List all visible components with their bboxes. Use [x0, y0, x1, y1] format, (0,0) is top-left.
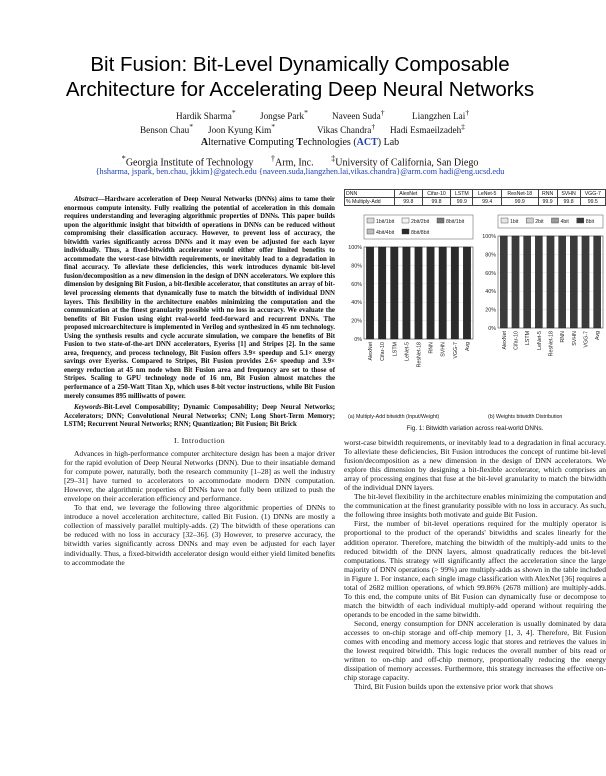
table-header: LSTM: [451, 190, 473, 198]
x-tick-label: AlexNet: [501, 331, 508, 350]
bar-segment: [524, 236, 531, 328]
subfigure-caption-a: (a) Multiply-Add bitwidth (Input/Weight): [348, 414, 440, 420]
bar-segment: [378, 247, 386, 339]
table-header: ResNet-18: [501, 190, 538, 198]
bar-segment: [512, 236, 519, 328]
table-cell: 99.8: [422, 198, 450, 206]
x-tick-label: AlexNet: [368, 342, 375, 361]
legend-label: 1bit: [510, 219, 519, 225]
table-header: VGG-7: [580, 190, 605, 198]
bar-segment: [427, 247, 435, 339]
x-tick-label: Cifar-10: [380, 342, 387, 361]
x-tick-label: SVHN: [440, 342, 447, 357]
legend-label: 4bit/4bit: [376, 230, 395, 236]
paper-title: [0, 52, 600, 102]
y-tick-label: 20%: [351, 318, 362, 325]
table-header: RNN: [538, 190, 557, 198]
paragraph: Third, Bit Fusion builds upon the extensive prior work that shows: [354, 682, 553, 692]
affiliations: *Georgia Institute of Technology †Arm, Inc. ‡University of California, San Diego: [121, 154, 479, 169]
author: Vikas Chandra†: [317, 122, 376, 136]
table-header: LeNet-5: [473, 190, 501, 198]
table-cell: 99.8: [394, 198, 422, 206]
bar-segment: [391, 247, 399, 339]
bitwidth-chart-b: [478, 213, 606, 413]
y-tick-label: 40%: [351, 300, 362, 307]
paragraph: First, the number of bit-level operations required for the multiply operator is proportional to the product of the operands' bitwidths and scales linearly for the addition operator. Therefore, matching the bitwidth of the multiply-add units to the reduced bitwidth of the DNN layers, almost quadratically reduces the bit-level computations. This strategy will significantly affect the acceleration since the large majority of DNN operations (> 99%) are multiply-adds as shown in the table included in Figure 1. For instance, each single image classification with AlexNet [36] requires a total of 2682 million operations, of which 99.86% (2678 million) are multiply-adds. To this end, the compute units of Bit Fusion can dynamically fuse or decompose to match the bitwidth of each individual multiply-add operand without requiring the operands to be encoded in the same bitwidth.: [344, 519, 606, 619]
legend-swatch: [501, 218, 508, 223]
paragraph: Second, energy consumption for DNN acceleration is usually dominated by data accesses to on-chip storage and off-chip memory [1, 3, 4]. Therefore, Bit Fusion comes with encoding and memory access logic that stores and retrieves the values in the lowest required bitwidth. This logic reduces the overall number of bits read or written to on-chip and off-chip memory, proportionally reducing the energy dissipation of memory accesses. Furthermore, this strategy increases the effective on-chip storage capacity.: [344, 618, 606, 683]
legend-swatch: [577, 218, 584, 223]
table-cell: 99.9: [451, 198, 473, 206]
table-header: Cifar-10: [422, 190, 450, 198]
lab-name: Alternative Computing Technologies (ACT) Lab: [200, 137, 400, 148]
x-tick-label: LSTM: [525, 331, 532, 346]
bar-segment: [415, 247, 423, 339]
table-cell: 99.4: [473, 198, 501, 206]
legend-label: 2bit: [535, 219, 544, 225]
legend-label: 1bit/1bit: [376, 219, 395, 225]
table-cell: % Multiply-Add: [345, 198, 395, 206]
legend-label: 2bit/2bit: [411, 219, 430, 225]
left-column: [64, 196, 335, 567]
legend-label: 8bit/8bit: [411, 230, 430, 236]
author-emails[interactable]: {hsharma, jspark, ben.chau, jkkim}@gatech.edu {naveen.suda,liangzhen.lai,vikas.chandra}@arm.com hadi@eng.ucsd.edu: [95, 167, 505, 176]
figure-caption: Fig. 1: Bitwidth variation across real-world DNNs.: [406, 425, 544, 432]
x-tick-label: VGG-7: [452, 342, 459, 359]
abstract: Abstract—Hardware acceleration of Deep Neural Networks (DNNs) aims to tame their enormous compute intensity. Fully realizing the potential of acceleration in this domain requires understanding and leveraging algorithmic properties of DNNs. This paper builds upon the algorithmic insight that bitwidth of operations in DNNs can be reduced without compromising their classification accuracy. However, to prevent loss of accuracy, the bitwidth varies significantly across DNNs and it may even be adjusted for each layer individually. Thus, a fixed-bitwidth accelerator would either offer limited benefits to accommodate the worst-case bitwidth requirements, or inevitably lead to a degradation in final accuracy. To alleviate these deficiencies, this work introduces dynamic bit-level fusion/decomposition as a new dimension in the design of DNN accelerators. We explore this dimension by designing Bit Fusion, a bit-flexible accelerator, that constitutes an array of bit-level processing elements that dynamically fuse to match the bitwidth of individual DNN layers. This flexibility in the architecture enables minimizing the computation and the communication at the finest granularity possible with no loss in accuracy. We evaluate the benefits of Bit Fusion using eight real-world feed-forward and recurrent DNNs. The proposed microarchitecture is implemented in Verilog and synthesized in 45 nm technology. Using the synthesis results and cycle accurate simulation, we compare the benefits of Bit Fusion to two state-of-the-art DNN accelerators, Eyeriss [1] and Stripes [2]. In the same area, frequency, and process technology, Bit Fusion offers 3.9× speedup and 5.1× energy savings over Eyeriss. Compared to Stripes, Bit Fusion provides 2.6× speedup and 3.9× energy reduction at 45 nm node when Bit Fusion area and frequency are set to those of Stripes. Scaling to GPU technology node of 16 nm, Bit Fusion almost matches the performance of a 250-Watt Titan Xp, which uses 8-bit vector instructions, while Bit Fusion merely consumes 895 milliwatts of power.: [64, 196, 335, 400]
y-tick-label: 0%: [354, 337, 362, 343]
x-tick-label: LeNet-5: [404, 342, 411, 361]
right-column: [344, 438, 606, 691]
table-row: [345, 198, 606, 206]
x-tick-label: VGG-7: [583, 331, 590, 348]
bar-segment: [570, 236, 577, 328]
author: Benson Chau*: [140, 122, 194, 136]
bar-segment: [500, 236, 507, 328]
paragraph: To that end, we leverage the following three algorithmic properties of DNNs to introduce a novel acceleration architecture, called Bit Fusion. (1) DNNs are mostly a collection of massively parallel multiply-adds. (2) The bitwidth of these operations can be reduced with no loss in accuracy [32–36]. (3) However, to preserve accuracy, the bitwidth varies significantly across DNNs and may even be adjusted for each layer individually. Thus, a fixed-bitwidth accelerator design would either yield limited benefits to accommodate the: [64, 503, 335, 567]
paragraph: Advances in high-performance computer architecture design has been a major driver for the rapid evolution of Deep Neural Networks (DNN). Due to their insatiable demand for compute power, naturally, both the research community [1–28] as well the industry [29–31] have turned to accelerators to accommodate modern DNN computation. However, the algorithmic properties of DNNs have not fully been utilized to push the envelope on their acceleration efficiency and performance.: [64, 449, 335, 504]
bar-segment: [403, 247, 411, 339]
bar-segment: [547, 236, 554, 328]
y-tick-label: 100%: [348, 245, 362, 251]
x-tick-label: Avg: [595, 331, 602, 341]
table-header-row: [345, 190, 606, 198]
author: Joon Kyung Kim*: [208, 122, 276, 136]
x-tick-label: RNN: [560, 331, 567, 343]
author: Liangzhen Lai†: [412, 108, 470, 122]
table-cell: 99.5: [580, 198, 605, 206]
legend-swatch: [402, 218, 409, 223]
x-tick-label: RNN: [428, 342, 435, 354]
bar-segment: [594, 236, 601, 328]
figure-1: [344, 189, 606, 431]
x-tick-label: LSTM: [392, 342, 399, 357]
table-header: SVHN: [557, 190, 580, 198]
y-tick-label: 40%: [485, 289, 496, 296]
y-tick-label: 100%: [482, 234, 496, 240]
bar-segment: [535, 236, 542, 328]
table-header: AlexNet: [394, 190, 422, 198]
legend-swatch: [367, 218, 374, 223]
legend-label: 8bit: [585, 219, 595, 225]
legend-label: 4bit: [560, 219, 569, 225]
bar-segment: [559, 236, 566, 328]
title-line-2: Architecture for Accelerating Deep Neural Networks: [65, 78, 535, 101]
legend-swatch: [526, 218, 533, 223]
table-cell: 99.9: [501, 198, 538, 206]
legend-swatch: [367, 229, 374, 234]
keywords: Keywords-Bit-Level Composability; Dynamic Composability; Deep Neural Networks; Accelerators; DNN; Convolutional Neural Networks; CNN; Long Short-Term Memory; LSTM; Recurrent Neural Networks; RNN; Quantization; Bit Fusion; Bit Brick: [64, 404, 335, 429]
x-tick-label: ResNet-18: [548, 331, 555, 357]
y-tick-label: 60%: [485, 270, 496, 277]
legend-swatch: [552, 218, 559, 223]
x-tick-label: LeNet-5: [536, 331, 543, 350]
paragraph: worst-case bitwidth requirements, or inevitably lead to a degradation in final accuracy. To alleviate these deficiencies, Bit Fusion introduces the concept of runtime bit-level fusion/decomposition as a new dimension in the design of DNN accelerators. We explore this dimension by designing a bit-flexible accelerator, which comprises an array of processing engines that fuse at the bit-level granularity to match the bitwidth of the individual DNN layers.: [344, 438, 606, 493]
legend-label: 8bit/1bit: [446, 219, 465, 225]
table-cell: 99.8: [557, 198, 580, 206]
bar-segment: [366, 247, 374, 339]
bar-segment: [439, 247, 447, 339]
bitwidth-chart-a: [344, 213, 476, 413]
bar-segment: [451, 247, 459, 339]
x-tick-label: SVHN: [571, 331, 578, 346]
legend-swatch: [437, 218, 444, 223]
author: Naveen Suda†: [332, 108, 385, 122]
author: Hardik Sharma*: [176, 108, 236, 122]
author: Jongse Park*: [260, 108, 308, 122]
x-tick-label: ResNet-18: [416, 342, 423, 368]
y-tick-label: 60%: [351, 281, 362, 288]
y-tick-label: 0%: [488, 326, 496, 332]
bar-segment: [582, 236, 589, 328]
section-heading: I. Introduction: [173, 435, 226, 445]
y-tick-label: 80%: [351, 263, 362, 270]
subfigure-caption-b: (b) Weights bitwidth Distribution: [488, 414, 563, 420]
table-header: DNN: [345, 190, 395, 198]
multiply-add-table: [344, 189, 606, 206]
title-line-1: Bit Fusion: Bit-Level Dynamically Composable: [90, 53, 510, 76]
y-tick-label: 20%: [485, 307, 496, 314]
legend-swatch: [402, 229, 409, 234]
bar-segment: [463, 247, 471, 339]
y-tick-label: 80%: [485, 252, 496, 259]
paragraph: The bit-level flexibility in the architecture enables minimizing the computation and the communication at the finest granularity possible with no loss in accuracy. As such, the following three insights both motivate and guide Bit Fusion.: [344, 492, 606, 520]
x-tick-label: Avg: [464, 342, 471, 352]
author: Hadi Esmaeilzadeh‡: [390, 122, 465, 136]
x-tick-label: Cifar-10: [513, 331, 520, 350]
table-cell: 99.9: [538, 198, 557, 206]
